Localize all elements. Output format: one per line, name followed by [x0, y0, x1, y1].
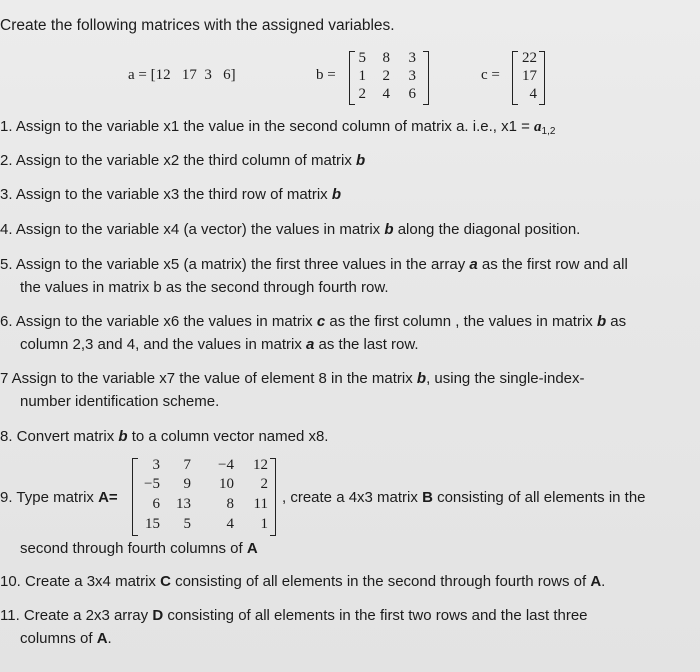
matrix-b-cell: 3 — [408, 50, 416, 66]
question-2: 2. Assign to the variable x2 the third column of matrix b — [0, 152, 366, 169]
matrix-c-cell: 22 — [522, 50, 537, 66]
matrix-A-cell: 1 — [260, 516, 268, 532]
question-9-rest: , create a 4x3 matrix B consisting of all elements in the — [282, 489, 646, 506]
matrix-A-cell: 2 — [260, 476, 268, 492]
matrix-b-cell: 4 — [382, 86, 390, 102]
question-5: 5. Assign to the variable x5 (a matrix) the first three values in the array a as the first row and all — [0, 256, 628, 273]
matrix-b-cell: 2 — [358, 86, 366, 102]
question-9-line2: second through fourth columns of A — [20, 540, 258, 557]
matrix-c-label: c = — [481, 67, 500, 83]
matrix-b — [316, 49, 436, 107]
matrix-b-cell: 6 — [408, 86, 416, 102]
matrix-A-cell: 15 — [145, 516, 160, 532]
intro-text: Create the following matrices with the assigned variables. — [0, 17, 395, 34]
matrix-A-cell: −5 — [144, 476, 160, 492]
matrix-A-cell: 11 — [253, 496, 268, 512]
question-11: 11. Create a 2x3 array D consisting of all elements in the first two rows and the last three — [0, 607, 588, 624]
matrix-A-cell: 5 — [183, 516, 191, 532]
matrix-b-cell: 2 — [382, 68, 390, 84]
matrix-a-values: [12 17 3 6] — [150, 67, 236, 83]
matrix-b-cell: 8 — [382, 50, 390, 66]
matrix-a — [128, 67, 236, 84]
matrix-A-cell: 6 — [152, 496, 160, 512]
question-6-line2: column 2,3 and 4, and the values in matrix a as the last row. — [20, 336, 419, 353]
matrix-A-cell: 13 — [176, 496, 191, 512]
matrix-A-cell: 9 — [183, 476, 191, 492]
matrix-A — [124, 456, 284, 538]
question-10: 10. Create a 3x4 matrix C consisting of all elements in the second through fourth rows of A. — [0, 573, 606, 590]
matrix-A-cell: 4 — [226, 516, 234, 532]
matrix-A-cell: −4 — [218, 457, 234, 473]
question-5-line2: the values in matrix b as the second through fourth row. — [20, 279, 389, 296]
question-7-line2: number identification scheme. — [20, 393, 220, 410]
matrix-b-cell: 3 — [408, 68, 416, 84]
matrix-A-cell: 3 — [152, 457, 160, 473]
matrix-c-cell: 4 — [529, 86, 537, 102]
matrix-A-cell: 12 — [253, 457, 268, 473]
question-7: 7 Assign to the variable x7 the value of element 8 in the matrix b, using the single-index- — [0, 370, 585, 387]
matrix-b-label: b = — [316, 67, 336, 83]
question-3: 3. Assign to the variable x3 the third row of matrix b — [0, 186, 341, 203]
matrix-A-cell: 7 — [183, 457, 191, 473]
matrix-a-label: a = — [128, 67, 151, 83]
matrix-A-cell: 10 — [219, 476, 234, 492]
question-4: 4. Assign to the variable x4 (a vector) the values in matrix b along the diagonal position. — [0, 221, 581, 238]
matrix-A-cell: 8 — [226, 496, 234, 512]
matrix-c-cell: 17 — [522, 68, 537, 84]
question-6: 6. Assign to the variable x6 the values in matrix c as the first column , the values in matrix b as — [0, 313, 627, 330]
question-1: 1. Assign to the variable x1 the value in the second column of matrix a. i.e., $x1 = a_{1,2}$ — [0, 118, 556, 137]
matrix-c — [481, 49, 561, 107]
question-11-line2: columns of A. — [20, 630, 112, 647]
question-8: 8. Convert matrix b to a column vector named x8. — [0, 428, 329, 445]
matrix-b-cell: 5 — [358, 50, 366, 66]
matrix-b-cell: 1 — [358, 68, 366, 84]
question-9: 9. Type matrix A= — [0, 489, 118, 506]
